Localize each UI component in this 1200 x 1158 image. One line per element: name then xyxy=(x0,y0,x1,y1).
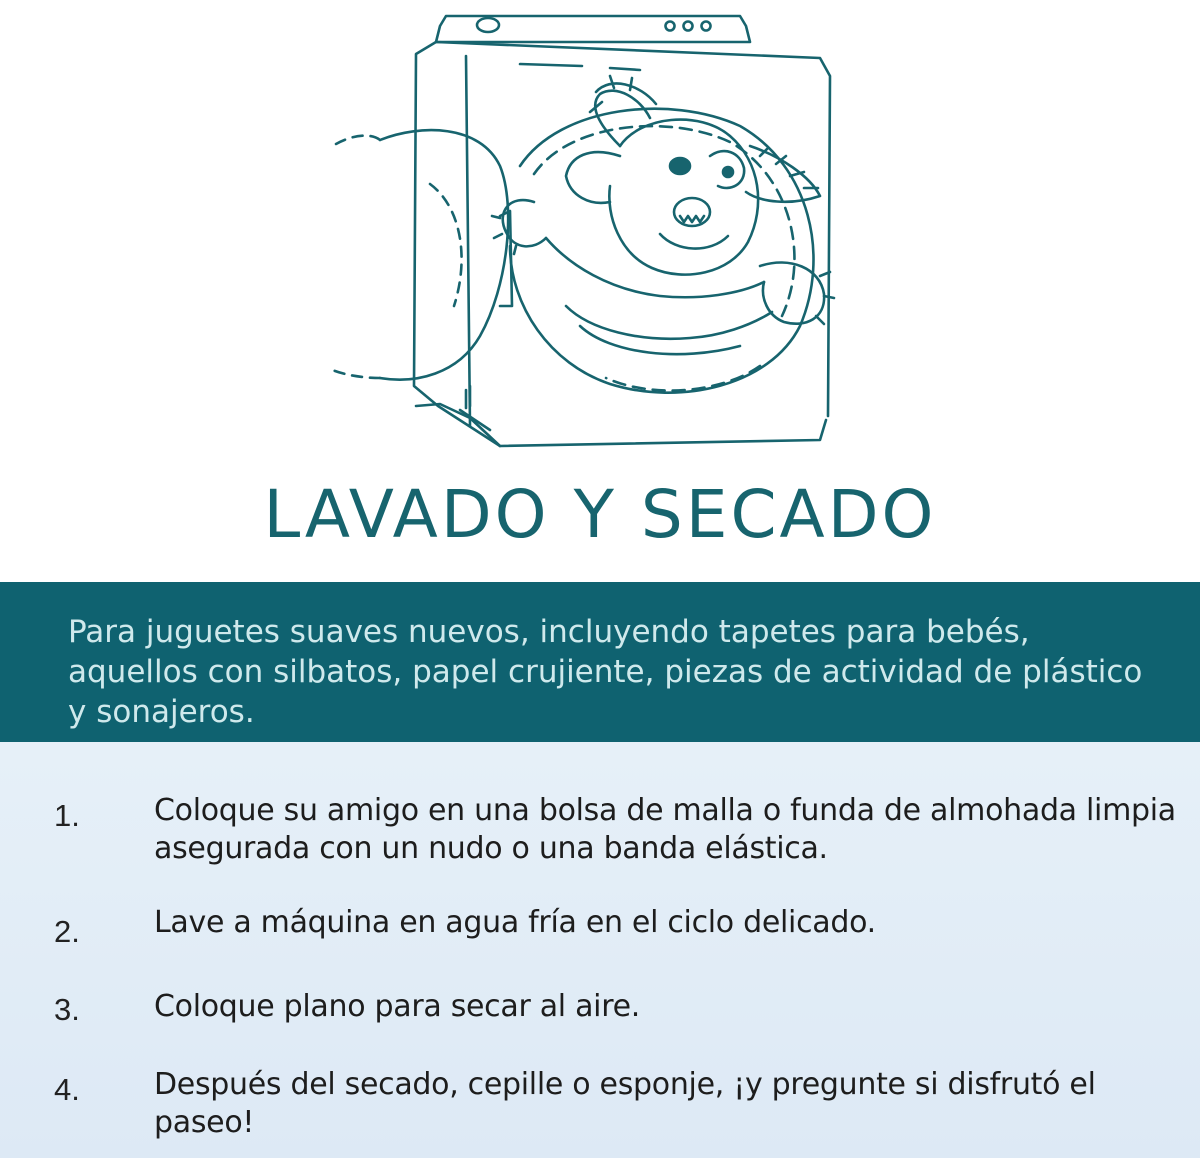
step-number: 1. xyxy=(54,798,80,833)
step-text: Lave a máquina en agua fría en el ciclo delicado. xyxy=(154,905,876,940)
intro-text: Para juguetes suaves nuevos, incluyendo tapetes para bebés, aquellos con silbatos, papel crujiente, piezas de actividad de plástico y sonajeros. xyxy=(68,614,1143,730)
step-text: Coloque plano para secar al aire. xyxy=(154,989,640,1024)
page-title: LAVADO Y SECADO xyxy=(263,476,937,553)
step-number: 2. xyxy=(54,914,80,949)
steps-panel xyxy=(0,742,1200,1158)
step-number: 3. xyxy=(54,992,80,1027)
washing-machine-plush-dog-icon xyxy=(320,6,880,452)
step-number: 4. xyxy=(54,1072,80,1107)
intro-band xyxy=(0,582,1200,742)
step-text: Después del secado, cepille o esponje, ¡y pregunte si disfrutó el paseo! xyxy=(154,1067,1096,1140)
step-text: Coloque su amigo en una bolsa de malla o funda de almohada limpia asegurada con un nudo o una banda elástica. xyxy=(154,793,1176,866)
